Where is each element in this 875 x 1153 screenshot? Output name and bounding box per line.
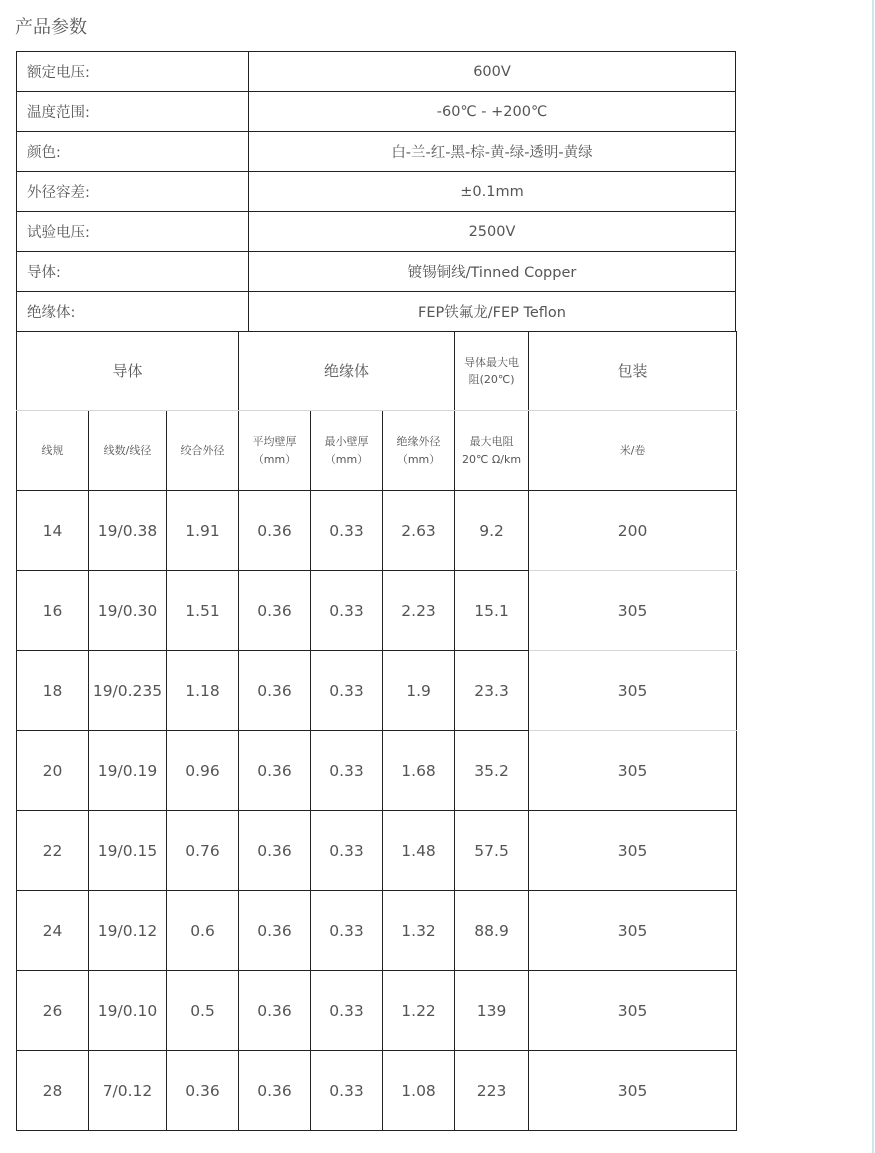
cell-gauge: 18 (17, 651, 89, 731)
cell-strands: 19/0.15 (89, 811, 167, 891)
spec-table (16, 331, 737, 1131)
cell-gauge: 22 (17, 811, 89, 891)
col-min-wall-line1: 最小壁厚 (324, 434, 369, 448)
cell-pack: 305 (529, 731, 737, 811)
attribute-label: 外径容差: (17, 172, 249, 212)
cell-strands: 7/0.12 (89, 1051, 167, 1131)
attribute-label: 额定电压: (17, 52, 249, 92)
attribute-row (17, 52, 736, 92)
cell-gauge: 24 (17, 891, 89, 971)
cell-pack: 305 (529, 571, 737, 651)
cell-pack: 305 (529, 811, 737, 891)
cell-stranded-od: 0.6 (167, 891, 239, 971)
group-conductor: 导体 (17, 331, 239, 411)
group-resistance-line1: 导体最大电 (464, 355, 520, 369)
attribute-row (17, 252, 736, 292)
cell-strands: 19/0.19 (89, 731, 167, 811)
cell-pack: 305 (529, 651, 737, 731)
attribute-label: 温度范围: (17, 92, 249, 132)
cell-ins-od: 1.9 (383, 651, 455, 731)
attribute-row (17, 92, 736, 132)
cell-stranded-od: 0.5 (167, 971, 239, 1051)
cell-strands: 19/0.235 (89, 651, 167, 731)
cell-ins-od: 1.48 (383, 811, 455, 891)
attribute-row (17, 132, 736, 172)
cell-avg-wall: 0.36 (239, 571, 311, 651)
col-stranded-od: 绞合外径 (167, 411, 239, 491)
attribute-row (17, 212, 736, 252)
cell-avg-wall: 0.36 (239, 891, 311, 971)
cell-gauge: 20 (17, 731, 89, 811)
col-gauge: 线规 (17, 411, 89, 491)
col-avg-wall (239, 411, 311, 491)
cell-max-res: 9.2 (455, 491, 529, 571)
cell-min-wall: 0.33 (311, 651, 383, 731)
attribute-value: ±0.1mm (249, 172, 736, 212)
cell-gauge: 26 (17, 971, 89, 1051)
table-row (17, 571, 737, 651)
col-max-res-line2: 20℃ Ω/km (462, 452, 522, 466)
cell-min-wall: 0.33 (311, 971, 383, 1051)
cell-stranded-od: 1.51 (167, 571, 239, 651)
cell-min-wall: 0.33 (311, 1051, 383, 1131)
attribute-row (17, 172, 736, 212)
cell-max-res: 57.5 (455, 811, 529, 891)
attribute-label: 导体: (17, 252, 249, 292)
attribute-value: -60℃ - +200℃ (249, 92, 736, 132)
col-min-wall (311, 411, 383, 491)
attribute-value: 白-兰-红-黑-棕-黄-绿-透明-黄绿 (249, 132, 736, 172)
cell-pack: 305 (529, 891, 737, 971)
cell-min-wall: 0.33 (311, 731, 383, 811)
attribute-row (17, 292, 736, 332)
table-row (17, 491, 737, 571)
attribute-value: FEP铁氟龙/FEP Teflon (249, 292, 736, 332)
table-row (17, 891, 737, 971)
cell-min-wall: 0.33 (311, 811, 383, 891)
cell-ins-od: 1.08 (383, 1051, 455, 1131)
group-insulation: 绝缘体 (239, 331, 455, 411)
cell-avg-wall: 0.36 (239, 491, 311, 571)
cell-strands: 19/0.38 (89, 491, 167, 571)
attribute-value: 镀锡铜线/Tinned Copper (249, 252, 736, 292)
cell-ins-od: 1.32 (383, 891, 455, 971)
cell-stranded-od: 0.36 (167, 1051, 239, 1131)
cell-ins-od: 2.23 (383, 571, 455, 651)
cell-max-res: 88.9 (455, 891, 529, 971)
group-packaging: 包装 (529, 331, 737, 411)
cell-avg-wall: 0.36 (239, 811, 311, 891)
table-row (17, 811, 737, 891)
cell-min-wall: 0.33 (311, 571, 383, 651)
spec-group-header (17, 331, 737, 411)
cell-min-wall: 0.33 (311, 891, 383, 971)
cell-ins-od: 2.63 (383, 491, 455, 571)
cell-ins-od: 1.68 (383, 731, 455, 811)
cell-max-res: 35.2 (455, 731, 529, 811)
col-ins-od (383, 411, 455, 491)
col-avg-wall-line2: （mm） (252, 452, 297, 466)
col-min-wall-line2: （mm） (324, 452, 369, 466)
cell-avg-wall: 0.36 (239, 731, 311, 811)
cell-min-wall: 0.33 (311, 491, 383, 571)
cell-pack: 305 (529, 1051, 737, 1131)
attribute-label: 试验电压: (17, 212, 249, 252)
section-title: 产品参数 (15, 17, 87, 38)
table-row (17, 971, 737, 1051)
col-strands: 线数/线径 (89, 411, 167, 491)
cell-gauge: 16 (17, 571, 89, 651)
cell-avg-wall: 0.36 (239, 651, 311, 731)
page-right-border (872, 0, 874, 1153)
cell-max-res: 23.3 (455, 651, 529, 731)
col-avg-wall-line1: 平均壁厚 (252, 434, 297, 448)
table-row (17, 1051, 737, 1131)
cell-ins-od: 1.22 (383, 971, 455, 1051)
cell-max-res: 139 (455, 971, 529, 1051)
attribute-value: 2500V (249, 212, 736, 252)
table-row (17, 651, 737, 731)
cell-pack: 200 (529, 491, 737, 571)
table-row (17, 731, 737, 811)
cell-gauge: 14 (17, 491, 89, 571)
cell-stranded-od: 1.18 (167, 651, 239, 731)
attribute-table (16, 51, 736, 332)
group-resistance (455, 331, 529, 411)
cell-stranded-od: 1.91 (167, 491, 239, 571)
cell-avg-wall: 0.36 (239, 971, 311, 1051)
col-ins-od-line1: 绝缘外径 (396, 434, 441, 448)
attribute-label: 绝缘体: (17, 292, 249, 332)
cell-strands: 19/0.30 (89, 571, 167, 651)
cell-avg-wall: 0.36 (239, 1051, 311, 1131)
col-max-res (455, 411, 529, 491)
cell-strands: 19/0.12 (89, 891, 167, 971)
cell-strands: 19/0.10 (89, 971, 167, 1051)
group-resistance-line2: 阻(20℃) (468, 372, 515, 386)
spec-column-header (17, 411, 737, 491)
cell-max-res: 15.1 (455, 571, 529, 651)
cell-max-res: 223 (455, 1051, 529, 1131)
cell-stranded-od: 0.96 (167, 731, 239, 811)
cell-gauge: 28 (17, 1051, 89, 1131)
attribute-value: 600V (249, 52, 736, 92)
col-max-res-line1: 最大电阻 (469, 434, 514, 448)
attribute-label: 颜色: (17, 132, 249, 172)
col-pack-unit: 米/卷 (529, 411, 737, 491)
cell-pack: 305 (529, 971, 737, 1051)
cell-stranded-od: 0.76 (167, 811, 239, 891)
col-ins-od-line2: （mm） (396, 452, 441, 466)
